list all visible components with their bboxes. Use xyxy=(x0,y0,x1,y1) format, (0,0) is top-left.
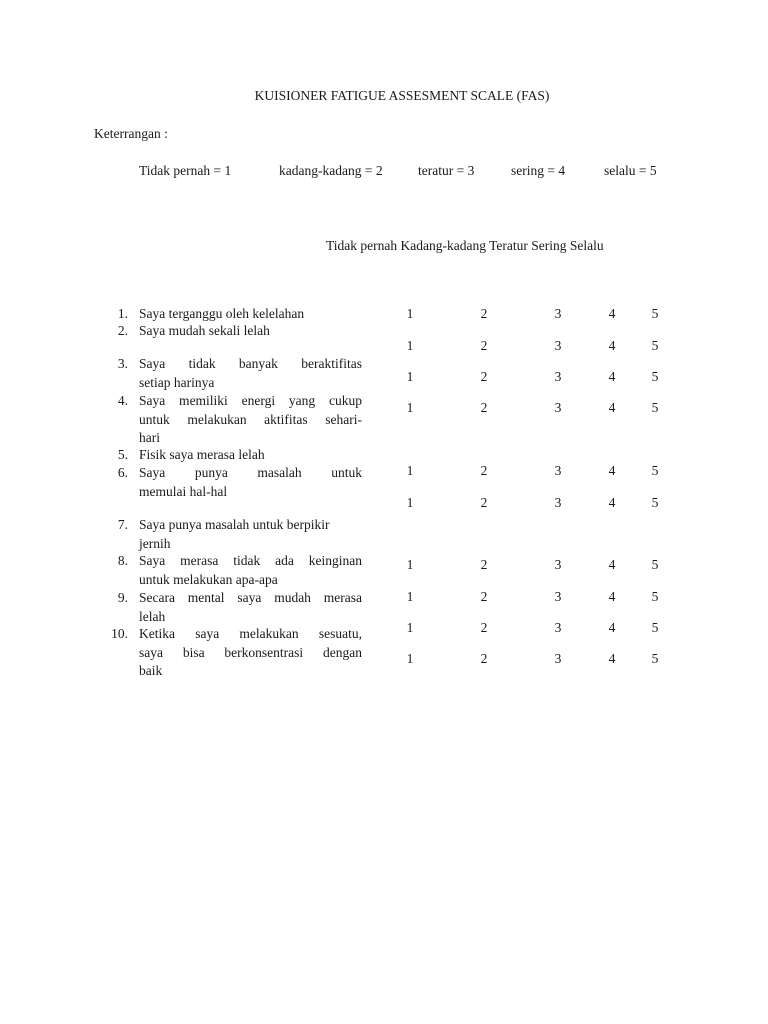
legend-entry-5: selalu = 5 xyxy=(604,163,657,178)
item-text-line: Saya memiliki energi yang cukup xyxy=(139,393,362,408)
page-title: KUISIONER FATIGUE ASSESMENT SCALE (FAS) xyxy=(254,88,550,103)
score-option: 1 xyxy=(406,306,414,321)
score-option: 4 xyxy=(608,620,616,635)
legend-heading: Keterrangan : xyxy=(94,126,168,141)
score-option: 2 xyxy=(480,463,488,478)
score-option: 2 xyxy=(480,400,488,415)
item-text-line: Saya terganggu oleh kelelahan xyxy=(139,306,305,321)
item-number: 2. xyxy=(117,323,128,338)
column-header: Tidak pernah Kadang-kadang Teratur Sering Selalu xyxy=(326,238,604,253)
score-option: 3 xyxy=(554,589,562,604)
item-text-line: setiap harinya xyxy=(139,374,215,390)
score-option: 1 xyxy=(406,589,414,604)
score-option: 3 xyxy=(554,338,562,353)
item-text-line: Saya punya masalah untuk xyxy=(139,465,362,480)
score-option: 5 xyxy=(651,589,659,604)
score-option: 2 xyxy=(480,589,488,604)
item-text-line: saya bisa berkonsentrasi dengan xyxy=(139,644,362,660)
item-text-line: lelah xyxy=(139,608,166,624)
score-option: 2 xyxy=(480,620,488,635)
score-option: 5 xyxy=(651,463,659,478)
score-option: 5 xyxy=(651,557,659,572)
item-text-line: Saya punya masalah untuk berpikir xyxy=(139,517,330,532)
score-option: 2 xyxy=(480,369,488,384)
item-number: 3. xyxy=(117,356,128,371)
score-option: 4 xyxy=(608,589,616,604)
item-number: 10. xyxy=(111,626,128,641)
score-option: 4 xyxy=(608,369,616,384)
score-option: 1 xyxy=(406,495,414,510)
score-option: 3 xyxy=(554,620,562,635)
score-option: 4 xyxy=(608,651,616,666)
score-option: 2 xyxy=(480,306,488,321)
item-number: 4. xyxy=(117,393,128,408)
score-option: 5 xyxy=(651,369,659,384)
score-option: 4 xyxy=(608,463,616,478)
item-number: 7. xyxy=(117,517,128,532)
score-option: 3 xyxy=(554,495,562,510)
item-text-line: Fisik saya merasa lelah xyxy=(139,447,265,462)
score-option: 1 xyxy=(406,620,414,635)
score-option: 5 xyxy=(651,306,659,321)
item-text-line: Saya merasa tidak ada keinginan xyxy=(139,553,362,568)
item-text-line: Ketika saya melakukan sesuatu, xyxy=(139,626,362,641)
item-text-line: untuk melakukan apa-apa xyxy=(139,571,278,587)
score-option: 4 xyxy=(608,495,616,510)
score-option: 2 xyxy=(480,557,488,572)
item-number: 1. xyxy=(117,306,128,321)
score-option: 3 xyxy=(554,400,562,415)
legend-entry-4: sering = 4 xyxy=(511,163,566,178)
score-option: 1 xyxy=(406,651,414,666)
score-option: 2 xyxy=(480,651,488,666)
item-number: 9. xyxy=(117,590,128,605)
score-option: 4 xyxy=(608,557,616,572)
item-text-line: Saya mudah sekali lelah xyxy=(139,323,270,338)
score-option: 5 xyxy=(651,620,659,635)
score-option: 1 xyxy=(406,369,414,384)
item-text-line: baik xyxy=(139,663,163,678)
score-option: 2 xyxy=(480,495,488,510)
score-option: 2 xyxy=(480,338,488,353)
item-number: 8. xyxy=(117,553,128,568)
score-option: 1 xyxy=(406,463,414,478)
score-option: 4 xyxy=(608,306,616,321)
score-option: 3 xyxy=(554,463,562,478)
item-text-line: Secara mental saya mudah merasa xyxy=(139,590,362,605)
score-option: 4 xyxy=(608,338,616,353)
item-text-line: untuk melakukan aktifitas sehari- xyxy=(139,411,362,427)
score-option: 3 xyxy=(554,306,562,321)
score-option: 3 xyxy=(554,651,562,666)
score-option: 5 xyxy=(651,495,659,510)
legend-entry-1: Tidak pernah = 1 xyxy=(139,163,232,178)
score-option: 3 xyxy=(554,557,562,572)
item-text-line: hari xyxy=(139,430,160,445)
legend-entry-3: teratur = 3 xyxy=(418,163,475,178)
item-text-line: Saya tidak banyak beraktifitas xyxy=(139,356,362,371)
score-option: 5 xyxy=(651,400,659,415)
score-option: 5 xyxy=(651,651,659,666)
score-option: 5 xyxy=(651,338,659,353)
score-option: 3 xyxy=(554,369,562,384)
item-number: 6. xyxy=(117,465,128,480)
score-option: 1 xyxy=(406,557,414,572)
item-text-line: jernih xyxy=(139,535,171,551)
item-text-line: memulai hal-hal xyxy=(139,483,228,499)
score-option: 4 xyxy=(608,400,616,415)
legend-entry-2: kadang-kadang = 2 xyxy=(279,163,383,178)
score-option: 1 xyxy=(406,338,414,353)
item-number: 5. xyxy=(117,447,128,462)
score-option: 1 xyxy=(406,400,414,415)
